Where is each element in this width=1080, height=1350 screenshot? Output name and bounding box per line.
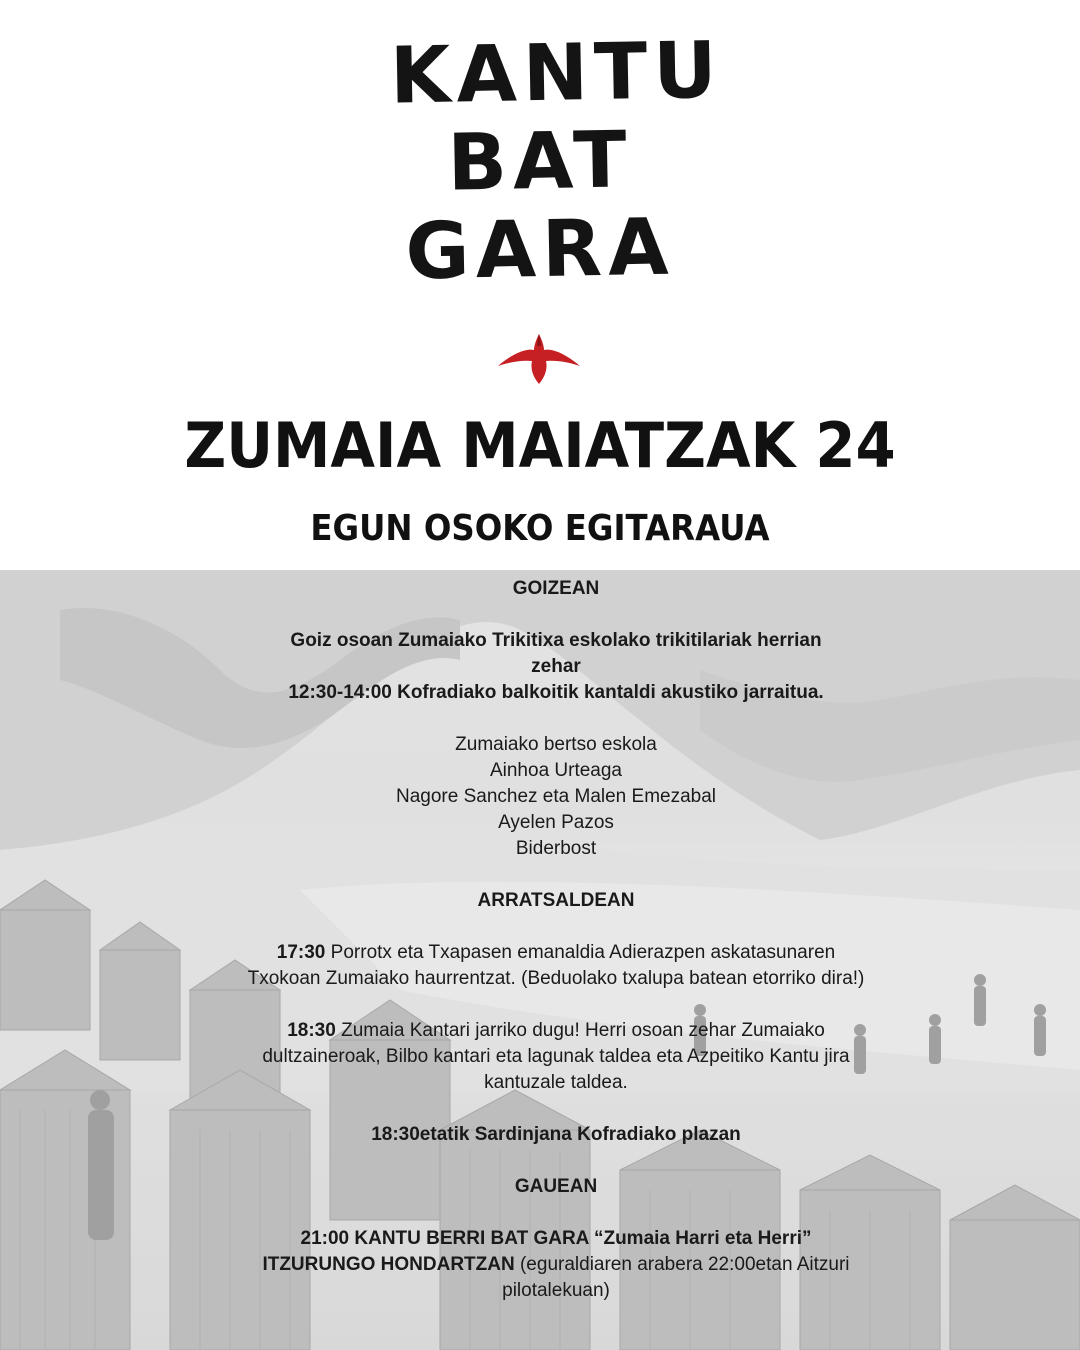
event-description: Zumaia Kantari jarriko dugu! Herri osoan zehar Zumaiako dultzaineroak, Bilbo kantari eta lagunak taldea eta Azpeitiko Kantu jira kantuzale taldea.: [262, 1020, 850, 1093]
night-event-title: 21:00 KANTU BERRI BAT GARA “Zumaia Harri eta Herri” ITZURUNGO HONDARTZAN: [262, 1228, 812, 1275]
event-time: 18:30: [287, 1020, 336, 1041]
afternoon-event-3: 18:30etatik Sardinjana Kofradiako plazan: [371, 1124, 741, 1145]
performer-item: Ayelen Pazos: [498, 812, 614, 833]
afternoon-event-1: [240, 940, 872, 992]
program-text: [240, 576, 872, 1304]
event-description: Porrotx eta Txapasen emanaldia Adierazpen askatasunaren Txokoan Zumaiako haurrentzat. (Beduolako txalupa batean etorriko dira!): [247, 942, 865, 989]
night-event: [240, 1226, 872, 1304]
page-title: ZUMAIA MAIATZAK 24: [184, 409, 896, 482]
performer-item: Biderbost: [515, 838, 597, 859]
section-heading-morning: GOIZEAN: [512, 578, 600, 599]
performer-item: Zumaiako bertso eskola: [455, 734, 657, 755]
section-heading-night: GAUEAN: [514, 1176, 598, 1197]
logo-line-2: BAT: [446, 115, 634, 209]
section-heading-afternoon: ARRATSALDEAN: [477, 890, 635, 911]
night-event-note: (eguraldiaren arabera 22:00etan Aitzuri pilotalekuan): [502, 1254, 850, 1301]
logo-line-3: GARA: [404, 202, 676, 298]
kantu-bat-gara-logo: [389, 25, 724, 310]
logo-line-1: KANTU: [389, 25, 724, 122]
red-swallow-icon: [496, 330, 582, 386]
morning-event-2: 12:30-14:00 Kofradiako balkoitik kantaldi akustiko jarraitua.: [288, 682, 824, 703]
morning-event-1: Goiz osoan Zumaiako Trikitixa eskolako trikitilariak herrian zehar: [290, 630, 822, 677]
page-subtitle: EGUN OSOKO EGITARAUA: [310, 508, 770, 549]
performer-item: Ainhoa Urteaga: [489, 760, 623, 781]
performer-item: Nagore Sanchez eta Malen Emezabal: [395, 786, 717, 807]
header-section: [0, 0, 1080, 570]
event-time: 17:30: [276, 942, 326, 963]
afternoon-event-2: [240, 1018, 872, 1096]
